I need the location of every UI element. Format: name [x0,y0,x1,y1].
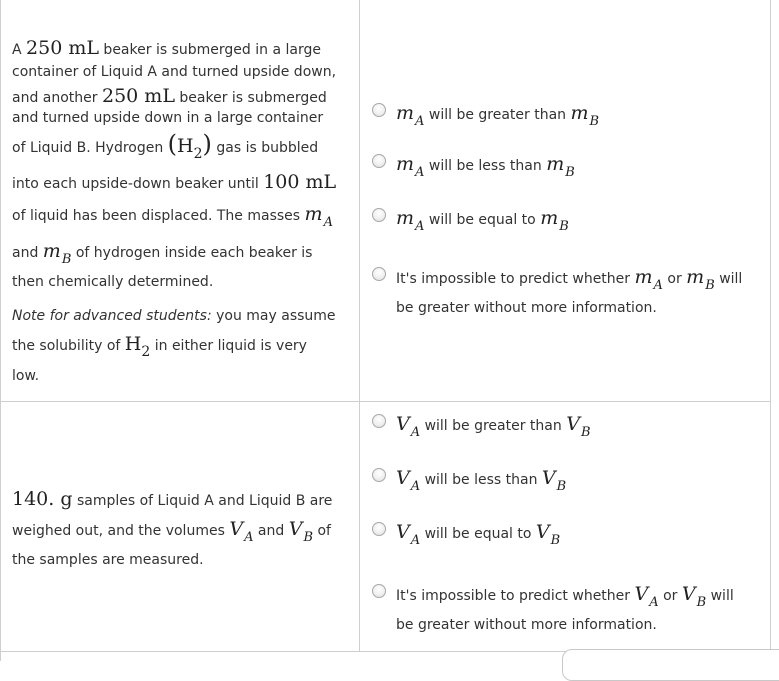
q2-option-equal-radio[interactable] [372,522,386,536]
q1-option-impossible-line-1: It's impossible to predict whether mA or mB will [396,266,743,293]
q1-line-6: into each upside-down beaker until 100 mL [12,171,337,193]
q1-line-2: container of Liquid A and turned upside down, [12,64,337,80]
q1-line-4: and turned upside down in a large container [12,110,324,126]
q1-option-greater-radio[interactable] [372,103,386,117]
q1-option-equal-label: mA will be equal to mB [396,207,569,234]
question-1-text [12,34,352,390]
grid-line-center [359,0,360,651]
q2-option-impossible-label [396,580,766,639]
q1-line-1: A 250 mL beaker is submerged in a large [12,37,321,59]
q1-line-5: of Liquid B. Hydrogen (H2) gas is bubbled [12,130,319,162]
q1-line-3: and another 250 mL beaker is submerged [12,85,327,107]
q1-option-impossible-label [396,263,766,322]
q1-line-12: low. [12,368,40,384]
q1-option-equal-radio[interactable] [372,208,386,222]
q2-line-1: 140. g samples of Liquid A and Liquid B are [12,488,333,510]
q2-option-equal-label: VA will be equal to VB [396,521,561,548]
q2-option-impossible-line-2: be greater without more information. [396,617,657,633]
q1-line-7: of liquid has been displaced. The masses mA [12,203,333,230]
q2-option-less-radio[interactable] [372,468,386,482]
q1-line-10: Note for advanced students: you may assume [12,308,336,324]
q2-line-2: weighed out, and the volumes VA and VB of [12,518,331,545]
grid-line-row-divider [0,401,771,402]
q1-option-greater-label: mA will be greater than mB [396,102,600,129]
q1-line-8: and mB of hydrogen inside each beaker is [12,240,313,267]
q2-option-less-label: VA will be less than VB [396,467,567,494]
q2-option-impossible-radio[interactable] [372,584,386,598]
q1-line-11: the solubility of H2 in either liquid is very [12,333,307,360]
q2-option-greater-label: VA will be greater than VB [396,413,591,440]
q1-option-impossible-radio[interactable] [372,267,386,281]
q1-option-impossible-line-2: be greater without more information. [396,300,657,316]
q2-line-3: the samples are measured. [12,552,204,568]
q1-option-less-radio[interactable] [372,154,386,168]
q2-option-greater-radio[interactable] [372,414,386,428]
q1-line-9: then chemically determined. [12,274,214,290]
q1-option-less-label: mA will be less than mB [396,153,575,180]
grid-line-right-edge [770,0,771,651]
bottom-panel-edge [562,649,779,681]
q2-option-impossible-line-1: It's impossible to predict whether VA or VB will [396,583,734,610]
question-2-text [12,485,352,574]
grid-line-left-edge [0,0,1,661]
